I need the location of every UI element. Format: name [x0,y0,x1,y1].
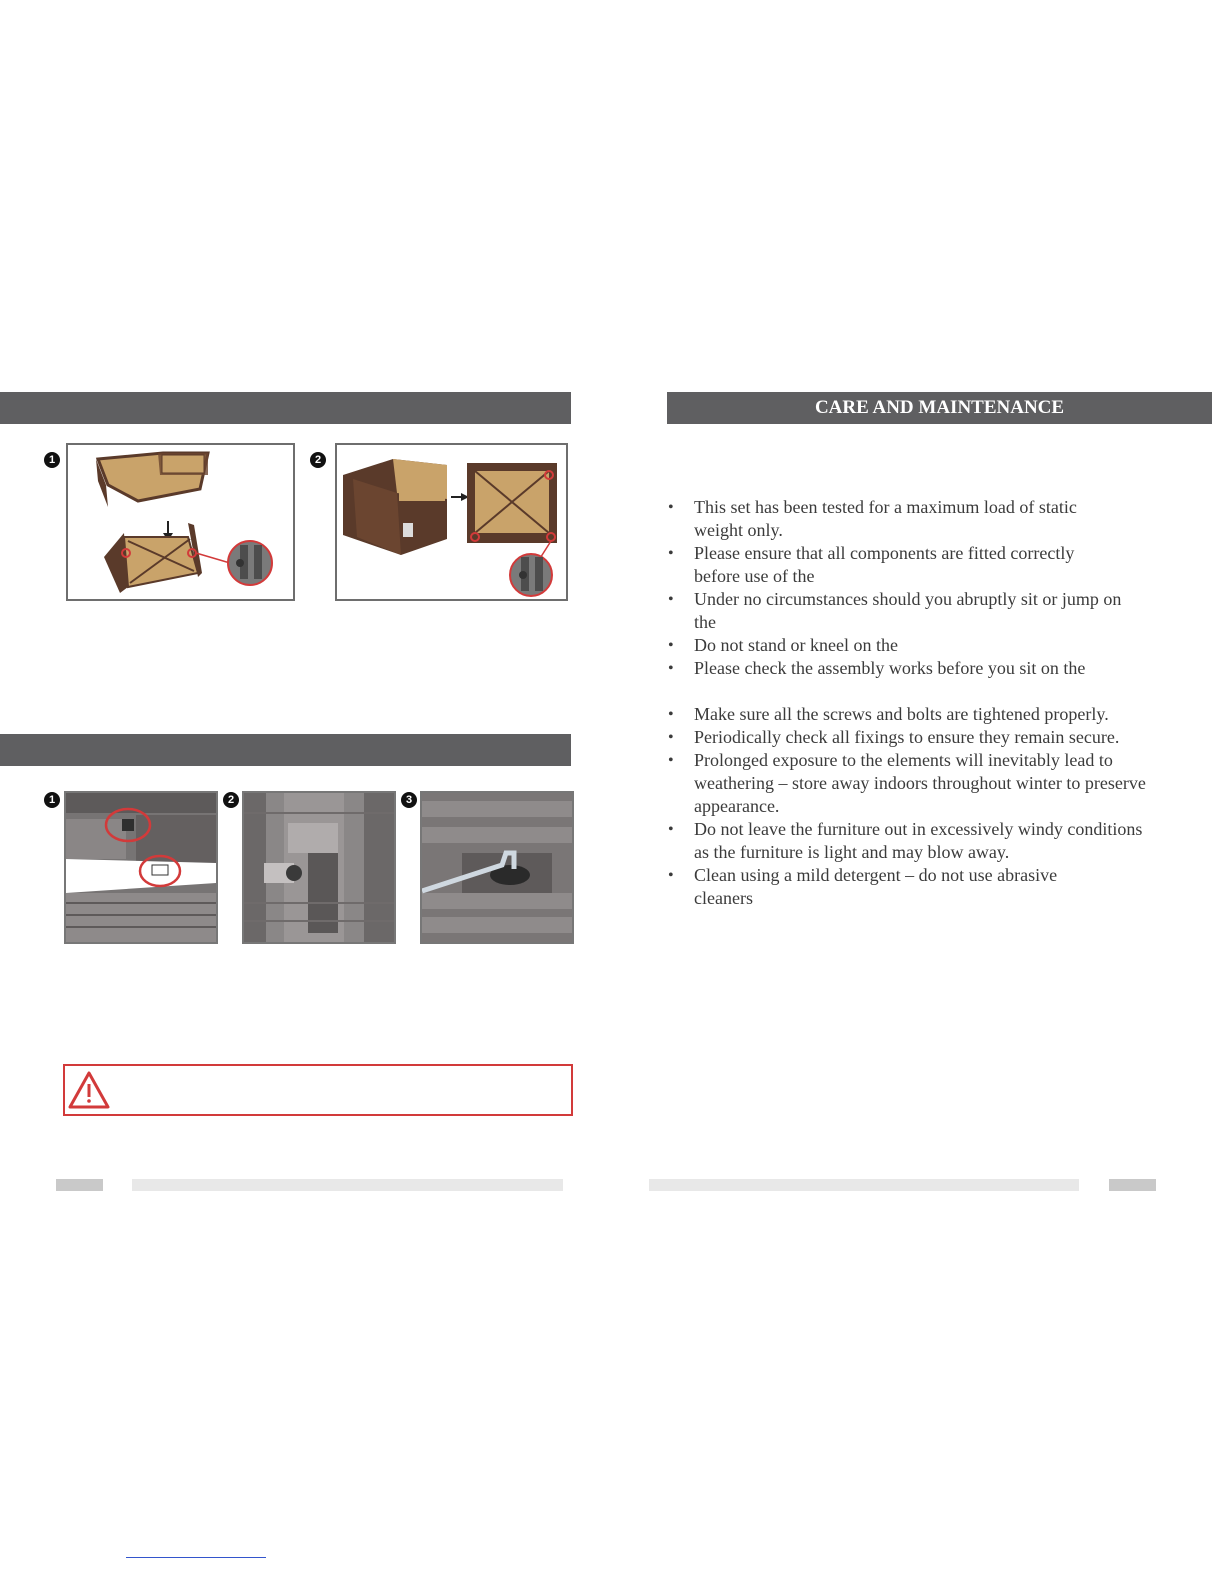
care-maintenance-header: CARE AND MAINTENANCE [667,392,1212,424]
photo-step-number-3: 3 [401,792,417,808]
care-bullet-9: • Do not leave the furniture out in excessively windy conditions as the furniture is light and may blow away. [668,818,1154,864]
fixing-photo-step-3 [420,791,574,944]
left-page-number-tab [56,1179,103,1191]
fixing-photo-step-2 [242,791,396,944]
warning-box [63,1064,573,1116]
step-number-1: 1 [44,452,60,468]
care-bullet-4: • Do not stand or kneel on the [668,634,1188,657]
photo-step-number-1: 1 [44,792,60,808]
rattan-joint-photo [66,793,216,942]
link-underline [126,1557,266,1558]
fixing-section-header [0,734,571,766]
care-bullet-1: • This set has been tested for a maximum load of static weight only. [668,496,1094,542]
photo-step-number-2: 2 [223,792,239,808]
care-bullet-3: • Under no circumstances should you abruptly sit or jump on the [668,588,1144,634]
assembly-diagram-step-1 [66,443,295,601]
left-footer-bar [132,1179,563,1191]
right-footer-bar [649,1179,1079,1191]
care-instructions-list [668,496,1188,910]
care-bullet-7: • Periodically check all fixings to ensure they remain secure. [668,726,1188,749]
assembly-diagram-step-2 [335,443,568,601]
care-bullet-5: • Please check the assembly works before you sit on the [668,657,1188,680]
care-bullet-6: • Make sure all the screws and bolts are tightened properly. [668,703,1188,726]
bolt-closeup-photo [244,793,394,942]
sofa-frame-illustration [68,445,293,599]
fixing-photo-step-1 [64,791,218,944]
warning-triangle-icon [67,1070,111,1110]
care-bullet-2: • Please ensure that all components are fitted correctly before use of the [668,542,1114,588]
step-number-2: 2 [310,452,326,468]
assembly-section-header [0,392,571,424]
sofa-box-illustration [337,445,566,599]
right-page-number-tab [1109,1179,1156,1191]
allen-key-photo [422,793,572,942]
care-bullet-8: • Prolonged exposure to the elements will inevitably lead to weathering – store away indoors throughout winter to preserve appearance. [668,749,1164,818]
care-bullet-10: • Clean using a mild detergent – do not use abrasive cleaners [668,864,1104,910]
